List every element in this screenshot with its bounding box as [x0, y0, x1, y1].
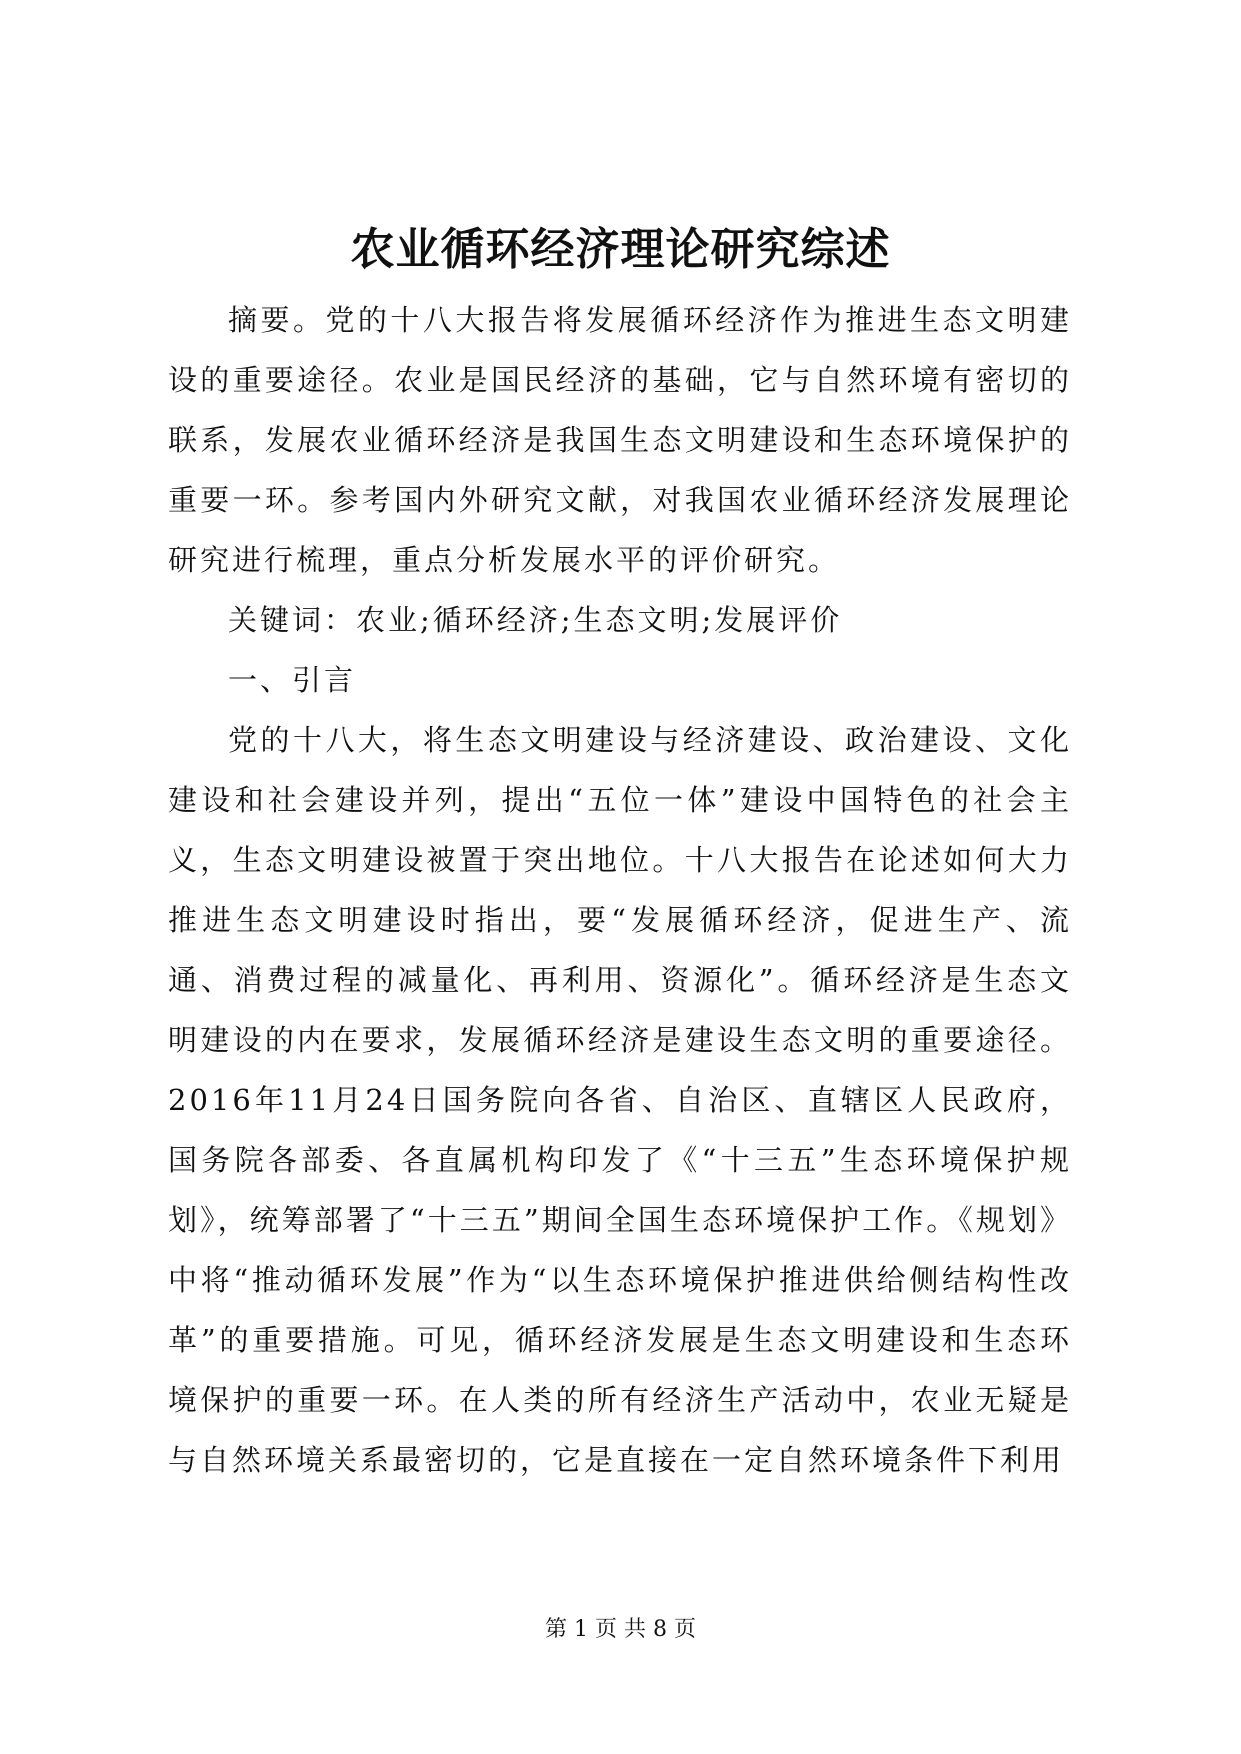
- abstract-paragraph: 摘要。党的十八大报告将发展循环经济作为推进生态文明建设的重要途径。农业是国民经济的基础，它与自然环境有密切的联系，发展农业循环经济是我国生态文明建设和生态环境保护的重要一环。参考国内外研究文献，对我国农业循环经济发展理论研究进行梳理，重点分析发展水平的评价研究。: [168, 303, 1072, 577]
- keywords-paragraph: 关键词：农业;循环经济;生态文明;发展评价: [228, 603, 843, 637]
- body-paragraph: 党的十八大，将生态文明建设与经济建设、政治建设、文化建设和社会建设并列，提出“五位一体”建设中国特色的社会主义，生态文明建设被置于突出地位。十八大报告在论述如何大力推进生态文明建设时指出，要“发展循环经济，促进生产、流通、消费过程的减量化、再利用、资源化”。循环经济是生态文明建设的内在要求，发展循环经济是建设生态文明的重要途径。2016年11月24日国务院向各省、自治区、直辖区人民政府，国务院各部委、各直属机构印发了《“十三五”生态环境保护规划》，统筹部署了“十三五”期间全国生态环境保护工作。《规划》中将“推动循环发展”作为“以生态环境保护推进供给侧结构性改革”的重要措施。可见，循环经济发展是生态文明建设和生态环境保护的重要一环。在人类的所有经济生产活动中，农业无疑是与自然环境关系最密切的，它是直接在一定自然环境条件下利用: [168, 723, 1072, 1477]
- document-title: 农业循环经济理论研究综述: [350, 224, 891, 275]
- document-body: [168, 290, 1072, 1490]
- page-footer: 第 1 页 共 8 页: [545, 1617, 696, 1642]
- section-heading-introduction: 一、引言: [228, 663, 357, 697]
